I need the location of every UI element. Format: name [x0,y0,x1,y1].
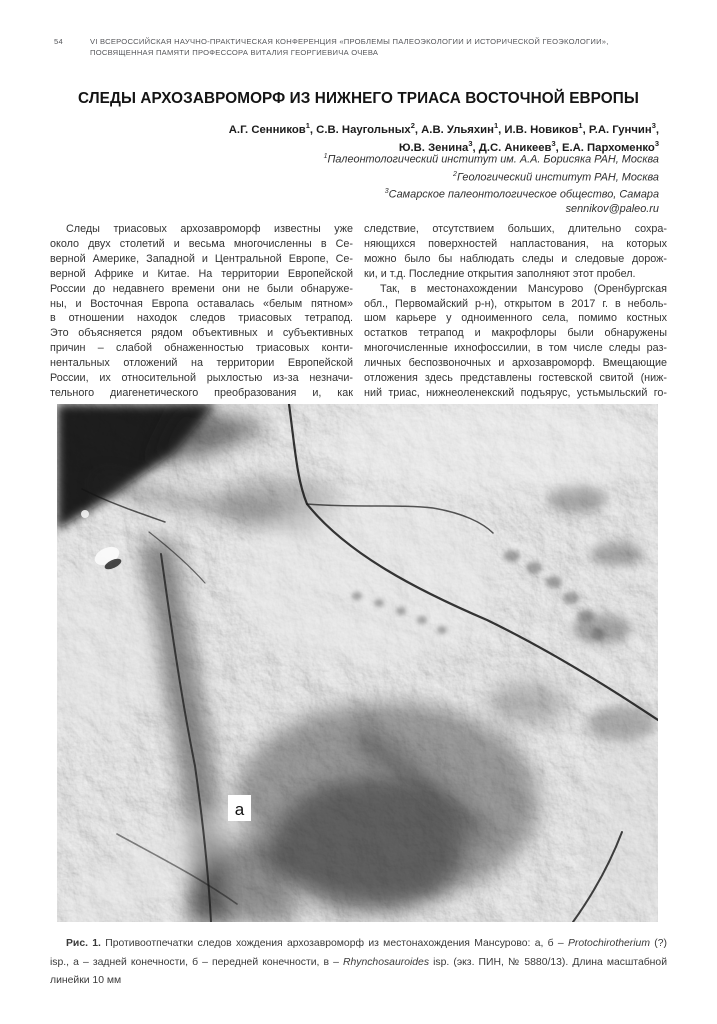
conference-title-line1: VI ВСЕРОССИЙСКАЯ НАУЧНО-ПРАКТИЧЕСКАЯ КОНФЕРЕНЦИЯ «ПРОБЛЕМЫ ПАЛЕОЭКОЛОГИИ И ИСТОРИЧЕСКОЙ ГЕОЭКОЛОГИИ», [90,37,609,46]
body-line: ны, и Восточная Европа оставалась «белым пятном» [50,297,353,310]
conference-title [90,36,664,58]
affiliation: $^2$Геологический институт РАН, Москва [453,170,659,184]
author: С.В. Наугольных$^2$, [316,121,422,136]
caption-figure-number: Рис. 1. [66,938,101,949]
body-line: верной Африке и Китае. На территории Европейской [50,267,353,280]
conference-title-line2: ПОСВЯЩЕННАЯ ПАМЯТИ ПРОФЕССОРА ВИТАЛИЯ ГЕОРГИЕВИЧА ОЧЕВА [90,48,379,57]
fossil-tracks-photo [57,404,658,922]
body-line: обл., Первомайский р-н), открытом в 2017 г. в неболь- [364,297,667,310]
body-line: личных беспозвоночных и архозавроморф. Вмещающие [364,357,667,370]
running-head [54,36,664,58]
affiliations-block [50,150,659,217]
body-line: нентальных отложений на территории Европейской [50,357,353,370]
svg-text:а: а [234,800,245,819]
body-line: следствие, отсутствием больших, длительно сохра- [364,223,667,235]
body-line: Так, в местонахождении Мансурово (Оренбургская [380,282,667,295]
author: Е.А. Пархоменко$^3$ [561,139,659,155]
body-line: ки, и т.д. Последние открытия заполняют этот пробел. [364,267,636,280]
caption-text: isp. (экз. ПИН, № 5880/13). Длина масштабной линейки 10 мм [50,956,668,987]
body-line: можно было бы наблюдать следы и следовые дорож- [364,252,667,265]
body-line: верной Америке, Западной и Центральной Европе, Се- [50,252,353,265]
body-line: шом карьере у одноименного села, помимо костных [364,312,667,325]
body-line: отложения здесь представлены гостевской свитой (ниж- [364,372,667,385]
contact-email: sennikov@paleo.ru [565,202,659,215]
author: А.Г. Сенников$^1$, [228,121,317,136]
caption-text: Противоотпечатки следов хождения архозавроморф из местонахождения Мансурово: а, б – [100,938,568,949]
body-column-left [50,222,353,401]
figure-label-a [228,795,251,821]
body-line: причин – слабой обнаженностью триасовых конти- [50,342,353,355]
caption-text: (?) isp., а – задней конечности, б – передней конечности, в – [50,938,667,968]
author: И.В. Новиков$^1$, [504,121,589,136]
body-line: около двух столетий и весьма многочисленны в Се- [50,237,353,250]
body-column-right [364,222,667,401]
caption-taxon-2: Rhynchosauroides [342,956,430,968]
author: А.В. Ульяхин$^1$, [421,121,505,136]
body-line: остатков тетрапод и макрофлоры были обнаружены [364,327,667,340]
body-line: няющихся поверхностей напластования, на которых [364,237,667,250]
figure-photo [57,404,658,922]
paper-title: СЛЕДЫ АРХОЗАВРОМОРФ ИЗ НИЖНЕГО ТРИАСА ВОСТОЧНОЙ ЕВРОПЫ [78,90,639,107]
body-line: многочисленные ихнофоссилии, в том числе следы раз- [364,342,667,355]
affiliation: $^1$Палеонтологический институт им. А.А. Борисяка РАН, Москва [323,153,659,166]
body-line: Следы триасовых архозавроморф известны уже [66,223,353,235]
body-line: Это объясняется рядом объективных и субъективных [50,327,353,340]
caption-taxon-1: Protochirotherium [567,938,650,949]
authors-line-1 [50,119,659,137]
author: Р.А. Гунчин$^3$, [588,121,659,136]
body-line: России до недавнего времени они не были обнаруже- [50,282,353,295]
author: Д.С. Аникеев$^3$, [478,139,562,155]
body-line: ний триас, нижнеоленекский подъярус, устьмыльский го- [364,386,667,399]
body-line: России, их относительной рыхлостью из-за незначи- [50,372,353,385]
affiliation: $^3$Самарское палеонтологическое общество, Самара [384,188,659,201]
page-number: 54 [54,37,63,46]
body-line: тельного диагенетического преобразования и, как [50,386,353,399]
author: Ю.В. Зенина$^3$, [398,139,479,155]
body-line: в отношении находок следов триасовых тетрапод. [50,312,353,325]
figure-caption [50,935,667,991]
